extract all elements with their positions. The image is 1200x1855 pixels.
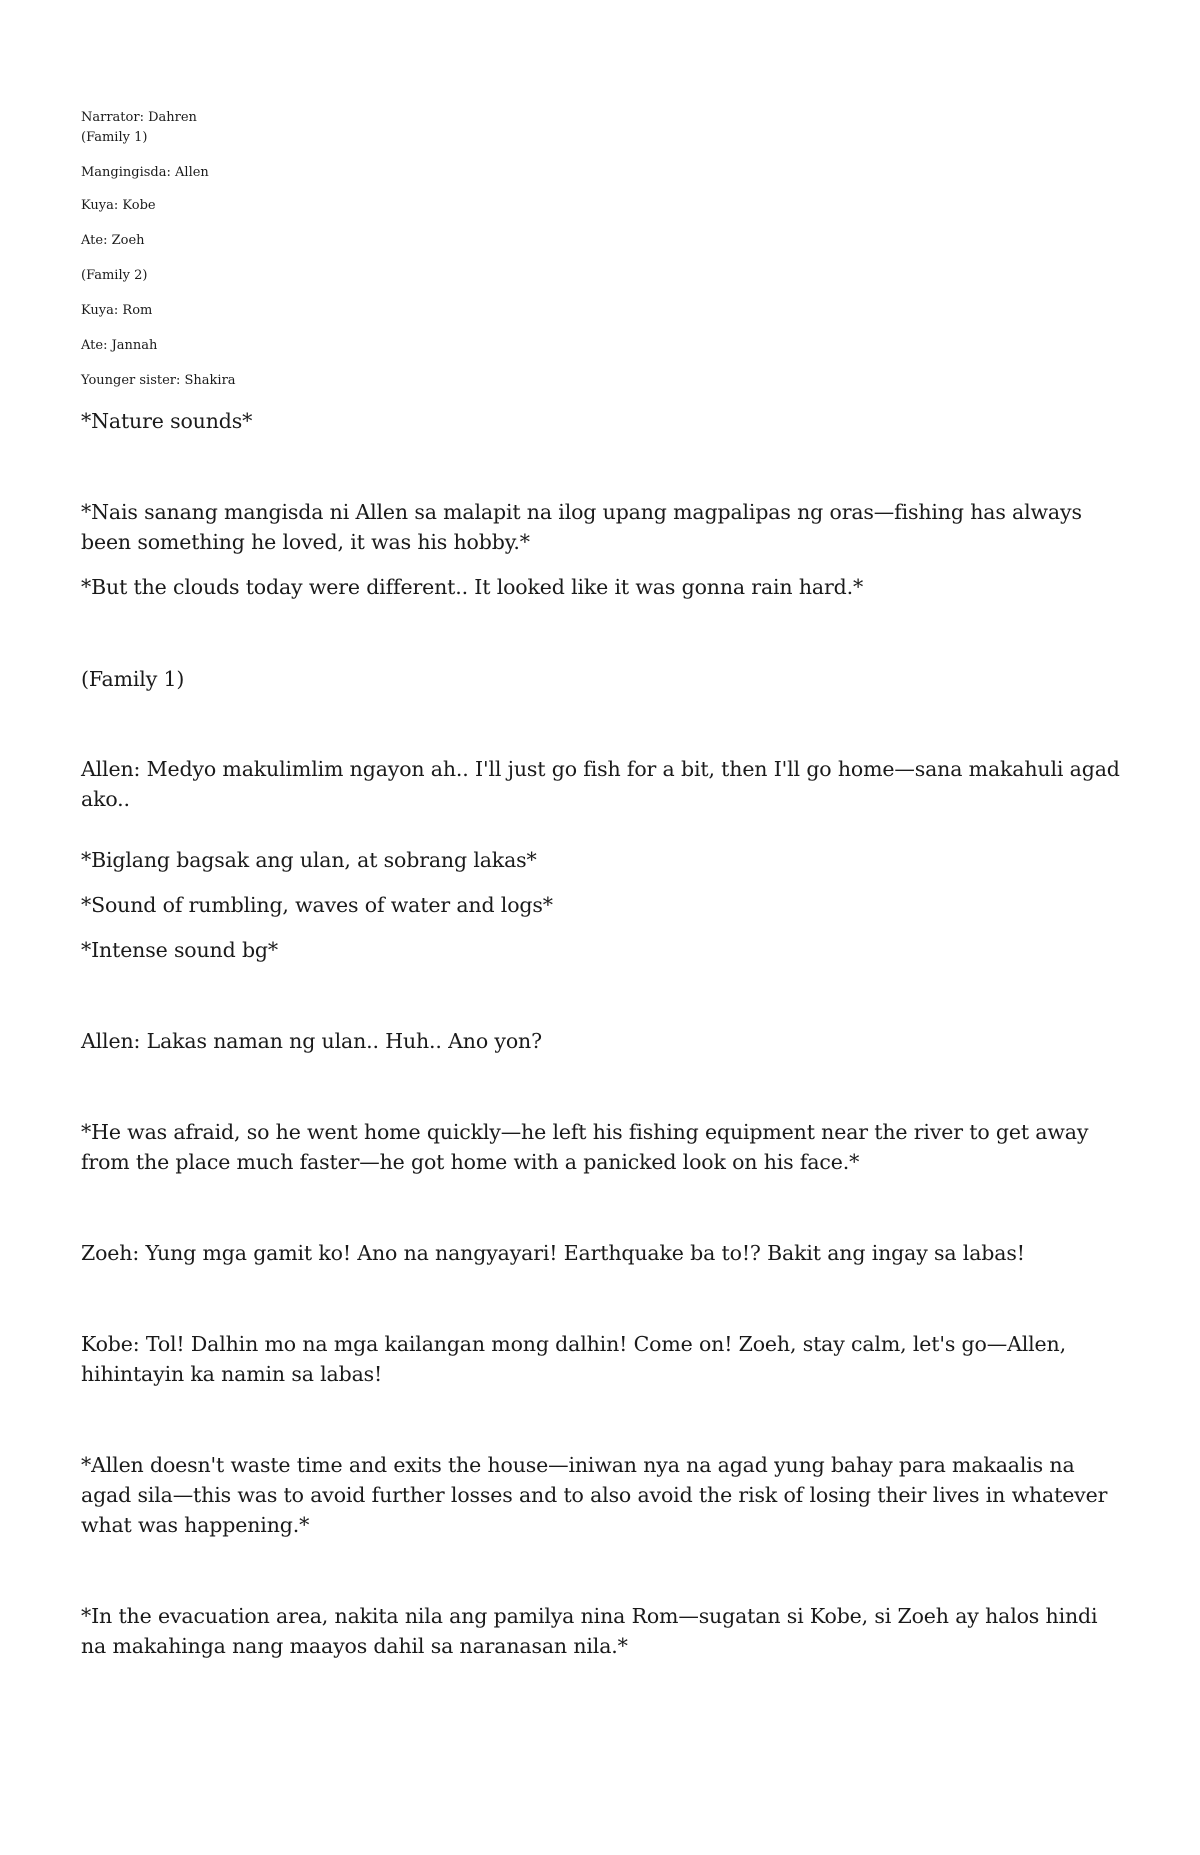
script-paragraph: *He was afraid, so he went home quickly—he left his fishing equipment near the river to get away from the place much faster—he got home with a panicked look on his face.*	[81, 1120, 1089, 1174]
cast-ate2: Ate: Jannah	[81, 338, 158, 353]
script-paragraph: *Nature sounds*	[81, 409, 253, 433]
cast-mangingisda: Mangingisda: Allen	[81, 165, 209, 180]
script-paragraph: *Nais sanang mangisda ni Allen sa malapit na ilog upang magpalipas ng oras—fishing has always been something he loved, it was his hobby.*	[81, 500, 1082, 554]
cast-family2-label: (Family 2)	[81, 268, 148, 283]
cast-ate1: Ate: Zoeh	[81, 233, 145, 248]
cast-kuya1: Kuya: Kobe	[81, 198, 156, 213]
cast-narrator: Narrator: Dahren	[81, 110, 197, 125]
script-paragraph: *But the clouds today were different.. It looked like it was gonna rain hard.*	[81, 575, 864, 599]
cast-kuya2: Kuya: Rom	[81, 303, 153, 318]
cast-family1-label: (Family 1)	[81, 130, 148, 145]
script-paragraph: *Intense sound bg*	[81, 938, 278, 962]
script-paragraph: (Family 1)	[81, 667, 185, 691]
script-paragraph: *Sound of rumbling, waves of water and logs*	[81, 893, 553, 917]
script-paragraph: Allen: Lakas naman ng ulan.. Huh.. Ano yon?	[81, 1029, 542, 1053]
script-paragraph: *Allen doesn't waste time and exits the house—iniwan nya na agad yung bahay para makaalis na agad sila—this was to avoid further losses and to also avoid the risk of losing their lives in whatever what was happening.*	[81, 1453, 1108, 1537]
cast-younger-sister: Younger sister: Shakira	[81, 373, 236, 388]
script-paragraph: Zoeh: Yung mga gamit ko! Ano na nangyayari! Earthquake ba to!? Bakit ang ingay sa labas!	[81, 1241, 1025, 1265]
script-paragraph: *In the evacuation area, nakita nila ang pamilya nina Rom—sugatan si Kobe, si Zoeh ay halos hindi na makahinga nang maayos dahil sa naranasan nila.*	[81, 1604, 1098, 1658]
script-paragraph: *Biglang bagsak ang ulan, at sobrang lakas*	[81, 848, 537, 872]
script-paragraph: Allen: Medyo makulimlim ngayon ah.. I'll just go fish for a bit, then I'll go home—sana makahuli agad ako..	[81, 757, 1120, 811]
script-paragraph: Kobe: Tol! Dalhin mo na mga kailangan mong dalhin! Come on! Zoeh, stay calm, let's go—Allen, hihintayin ka namin sa labas!	[81, 1332, 1066, 1386]
